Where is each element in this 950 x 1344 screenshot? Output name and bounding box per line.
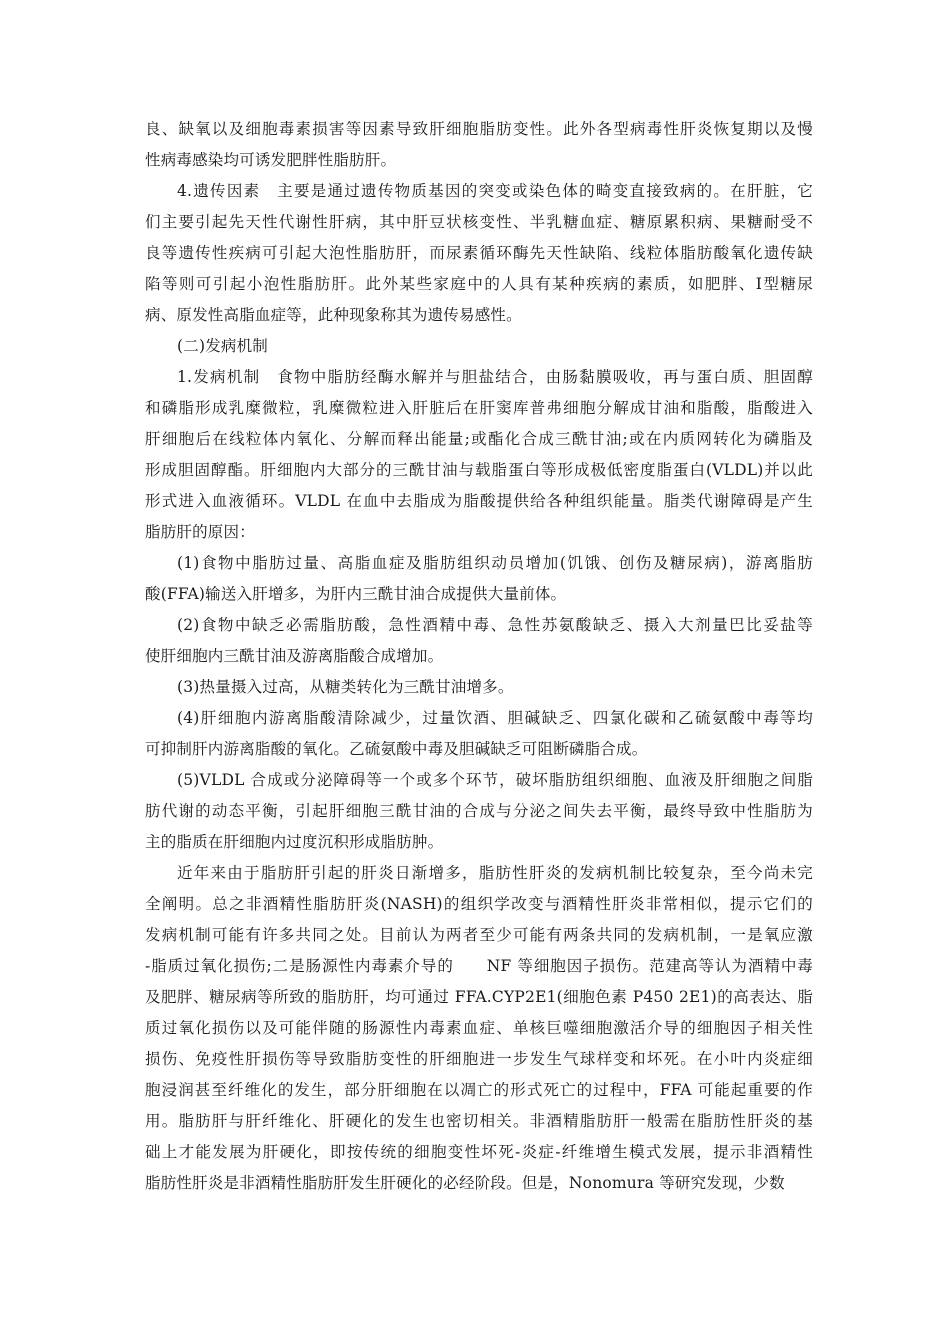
text-line: 1.发病机制 食物中脂肪经酶水解并与胆盐结合，由肠黏膜吸收，再与蛋白质、胆固醇 [177, 368, 813, 386]
document-body [145, 114, 813, 1199]
text-line: 病、原发性高脂血症等，此种现象称其为遗传易感性。 [145, 306, 522, 324]
text-line: 4.遗传因素 主要是通过遗传物质基因的突变或染色体的畸变直接致病的。在肝脏，它 [177, 182, 813, 200]
paragraph [145, 858, 813, 1199]
text-line: 近年来由于脂肪肝引起的肝炎日渐增多，脂肪性肝炎的发病机制比较复杂，至今尚未完 [177, 864, 813, 882]
text-line: 使肝细胞内三酰甘油及游离脂酸合成增加。 [145, 647, 444, 665]
text-line: 损伤、免疫性肝损伤等导致脂肪变性的肝细胞进一步发生气球样变和坏死。在小叶内炎症细 [145, 1050, 813, 1068]
text-line: 主的脂质在肝细胞内过度沉积形成脂肪肿。 [145, 833, 444, 851]
text-line: -脂质过氧化损伤;二是肠源性内毒素介导的 NF 等细胞因子损伤。范建高等认为酒精中毒 [145, 957, 813, 975]
paragraph [145, 703, 813, 765]
text-line: 及肥胖、糖尿病等所致的脂肪肝，均可通过 FFA.CYP2E1(细胞色素 P450 2E1)的高表达、脂 [145, 988, 813, 1006]
text-line: 形成胆固醇酯。肝细胞内大部分的三酰甘油与载脂蛋白等形成极低密度脂蛋白(VLDL)并以此 [145, 461, 813, 479]
text-line: (5)VLDL 合成或分泌障碍等一个或多个环节，破坏脂肪组织细胞、血液及肝细胞之间脂 [177, 771, 813, 789]
paragraph [145, 765, 813, 858]
text-line: 发病机制可能有许多共同之处。目前认为两者至少可能有两条共同的发病机制，一是氧应激 [145, 926, 813, 944]
text-line: 全阐明。总之非酒精性脂肪肝炎(NASH)的组织学改变与酒精性肝炎非常相似，提示它们的 [145, 895, 813, 913]
text-line: 脂肪性肝炎是非酒精性脂肪肝发生肝硬化的必经阶段。但是，Nonomura 等研究发现，少数 [145, 1174, 785, 1192]
text-line: 础上才能发展为肝硬化，即按传统的细胞变性坏死-炎症-纤维增生模式发展，提示非酒精性 [145, 1143, 813, 1161]
text-line: 良、缺氧以及细胞毒素损害等因素导致肝细胞脂肪变性。此外各型病毒性肝炎恢复期以及慢 [145, 120, 813, 138]
text-line: (二)发病机制 [177, 337, 268, 355]
paragraph [145, 672, 813, 703]
text-line: 陷等则可引起小泡性脂肪肝。此外某些家庭中的人具有某种疾病的素质，如肥胖、Ⅰ型糖尿 [145, 275, 813, 293]
text-line: 肝细胞后在线粒体内氧化、分解而释出能量;或酯化合成三酰甘油;或在内质网转化为磷脂及 [145, 430, 813, 448]
text-line: 酸(FFA)输送入肝增多，为肝内三酰甘油合成提供大量前体。 [145, 585, 567, 603]
paragraph [145, 331, 813, 362]
paragraph [145, 176, 813, 331]
text-line: 肪代谢的动态平衡，引起肝细胞三酰甘油的合成与分泌之间失去平衡，最终导致中性脂肪为 [145, 802, 813, 820]
paragraph [145, 610, 813, 672]
text-line: 形式进入血液循环。VLDL 在血中去脂成为脂酸提供给各种组织能量。脂类代谢障碍是产生 [145, 492, 813, 510]
text-line: (3)热量摄入过高，从糖类转化为三酰甘油增多。 [177, 678, 514, 696]
text-line: 质过氧化损伤以及可能伴随的肠源性内毒素血症、单核巨噬细胞激活介导的细胞因子相关性 [145, 1019, 813, 1037]
text-line: (2)食物中缺乏必需脂肪酸，急性酒精中毒、急性苏氨酸缺乏、摄入大剂量巴比妥盐等 [177, 616, 813, 634]
paragraph [145, 548, 813, 610]
text-line: (1)食物中脂肪过量、高脂血症及脂肪组织动员增加(饥饿、创伤及糖尿病)，游离脂肪 [177, 554, 813, 572]
text-line: 可抑制肝内游离脂酸的氧化。乙硫氨酸中毒及胆碱缺乏可阻断磷脂合成。 [145, 740, 648, 758]
text-line: (4)肝细胞内游离脂酸清除减少，过量饮酒、胆碱缺乏、四氯化碳和乙硫氨酸中毒等均 [177, 709, 813, 727]
text-line: 胞浸润甚至纤维化的发生，部分肝细胞在以凋亡的形式死亡的过程中，FFA 可能起重要的作 [145, 1081, 813, 1099]
paragraph [145, 362, 813, 548]
text-line: 良等遗传性疾病可引起大泡性脂肪肝，而尿素循环酶先天性缺陷、线粒体脂肪酸氧化遗传缺 [145, 244, 813, 262]
paragraph [145, 114, 813, 176]
text-line: 脂肪肝的原因： [145, 523, 255, 541]
text-line: 性病毒感染均可诱发肥胖性脂肪肝。 [145, 151, 397, 169]
text-line: 用。脂肪肝与肝纤维化、肝硬化的发生也密切相关。非酒精脂肪肝一般需在脂肪性肝炎的基 [145, 1112, 813, 1130]
text-line: 们主要引起先天性代谢性肝病，其中肝豆状核变性、半乳糖血症、糖原累积病、果糖耐受不 [145, 213, 813, 231]
text-line: 和磷脂形成乳糜微粒，乳糜微粒进入肝脏后在肝窦库普弗细胞分解成甘油和脂酸，脂酸进入 [145, 399, 813, 417]
